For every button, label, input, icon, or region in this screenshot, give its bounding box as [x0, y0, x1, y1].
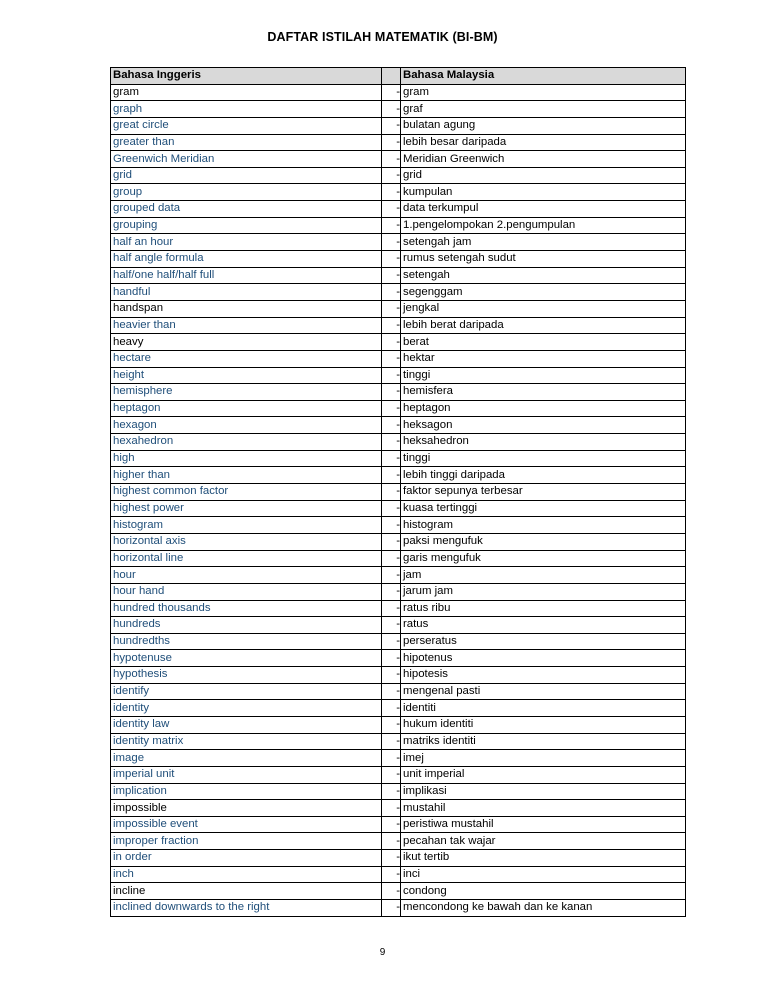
- term-separator: -: [382, 650, 401, 667]
- term-separator: -: [382, 201, 401, 218]
- column-header-malay: Bahasa Malaysia: [401, 68, 686, 85]
- table-row: [111, 101, 686, 118]
- term-separator: -: [382, 633, 401, 650]
- term-english: height: [111, 367, 382, 384]
- term-separator: -: [382, 84, 401, 101]
- table-row: [111, 650, 686, 667]
- term-english: hundred thousands: [111, 600, 382, 617]
- term-malay: kumpulan: [401, 184, 686, 201]
- term-separator: -: [382, 866, 401, 883]
- table-row: [111, 117, 686, 134]
- term-malay: mencondong ke bawah dan ke kanan: [401, 900, 686, 917]
- term-english: hexagon: [111, 417, 382, 434]
- page-title: DAFTAR ISTILAH MATEMATIK (BI-BM): [267, 30, 498, 44]
- term-english: horizontal axis: [111, 533, 382, 550]
- term-english: inclined downwards to the right: [111, 900, 382, 917]
- table-row: [111, 700, 686, 717]
- term-separator: -: [382, 117, 401, 134]
- term-separator: -: [382, 850, 401, 867]
- table-row: [111, 384, 686, 401]
- column-header-separator: [382, 68, 401, 85]
- table-row: [111, 350, 686, 367]
- term-malay: condong: [401, 883, 686, 900]
- term-separator: -: [382, 600, 401, 617]
- table-row: [111, 234, 686, 251]
- term-malay: Meridian Greenwich: [401, 151, 686, 168]
- term-separator: -: [382, 716, 401, 733]
- term-english: heavier than: [111, 317, 382, 334]
- term-separator: -: [382, 367, 401, 384]
- term-separator: -: [382, 484, 401, 501]
- term-malay: lebih tinggi daripada: [401, 467, 686, 484]
- table-row: [111, 766, 686, 783]
- glossary-table: [110, 67, 686, 917]
- term-english: group: [111, 184, 382, 201]
- term-separator: -: [382, 267, 401, 284]
- table-row: [111, 367, 686, 384]
- term-malay: tinggi: [401, 367, 686, 384]
- term-malay: setengah: [401, 267, 686, 284]
- term-separator: -: [382, 667, 401, 684]
- term-malay: ikut tertib: [401, 850, 686, 867]
- table-row: [111, 434, 686, 451]
- term-separator: -: [382, 284, 401, 301]
- term-malay: jarum jam: [401, 583, 686, 600]
- term-english: heptagon: [111, 400, 382, 417]
- term-english: impossible: [111, 800, 382, 817]
- term-malay: mengenal pasti: [401, 683, 686, 700]
- term-malay: lebih berat daripada: [401, 317, 686, 334]
- term-separator: -: [382, 700, 401, 717]
- term-english: incline: [111, 883, 382, 900]
- term-english: image: [111, 750, 382, 767]
- term-malay: hemisfera: [401, 384, 686, 401]
- term-english: greater than: [111, 134, 382, 151]
- term-malay: tinggi: [401, 450, 686, 467]
- term-separator: -: [382, 766, 401, 783]
- term-malay: grid: [401, 167, 686, 184]
- table-row: [111, 633, 686, 650]
- table-row: [111, 317, 686, 334]
- term-english: Greenwich Meridian: [111, 151, 382, 168]
- table-row: [111, 151, 686, 168]
- table-row: [111, 484, 686, 501]
- term-english: great circle: [111, 117, 382, 134]
- table-header-row: [111, 68, 686, 85]
- term-malay: hipotenus: [401, 650, 686, 667]
- table-row: [111, 583, 686, 600]
- term-english: identify: [111, 683, 382, 700]
- term-english: hypotenuse: [111, 650, 382, 667]
- term-malay: pecahan tak wajar: [401, 833, 686, 850]
- term-english: imperial unit: [111, 766, 382, 783]
- term-malay: imej: [401, 750, 686, 767]
- term-english: highest power: [111, 500, 382, 517]
- term-english: histogram: [111, 517, 382, 534]
- term-malay: berat: [401, 334, 686, 351]
- term-english: hundreds: [111, 617, 382, 634]
- term-separator: -: [382, 317, 401, 334]
- term-separator: -: [382, 583, 401, 600]
- term-separator: -: [382, 800, 401, 817]
- table-row: [111, 184, 686, 201]
- term-malay: rumus setengah sudut: [401, 251, 686, 268]
- term-english: grouped data: [111, 201, 382, 218]
- table-row: [111, 800, 686, 817]
- term-english: hemisphere: [111, 384, 382, 401]
- term-separator: -: [382, 384, 401, 401]
- term-malay: kuasa tertinggi: [401, 500, 686, 517]
- term-separator: -: [382, 883, 401, 900]
- term-english: identity law: [111, 716, 382, 733]
- term-english: identity matrix: [111, 733, 382, 750]
- term-english: heavy: [111, 334, 382, 351]
- term-separator: -: [382, 733, 401, 750]
- term-malay: graf: [401, 101, 686, 118]
- term-malay: jam: [401, 567, 686, 584]
- term-separator: -: [382, 434, 401, 451]
- term-separator: -: [382, 500, 401, 517]
- term-malay: gram: [401, 84, 686, 101]
- term-separator: -: [382, 300, 401, 317]
- term-malay: jengkal: [401, 300, 686, 317]
- table-row: [111, 733, 686, 750]
- column-header-english: Bahasa Inggeris: [111, 68, 382, 85]
- term-english: hectare: [111, 350, 382, 367]
- term-malay: unit imperial: [401, 766, 686, 783]
- table-row: [111, 84, 686, 101]
- term-separator: -: [382, 533, 401, 550]
- term-malay: heksagon: [401, 417, 686, 434]
- term-malay: inci: [401, 866, 686, 883]
- term-malay: garis mengufuk: [401, 550, 686, 567]
- table-row: [111, 667, 686, 684]
- term-separator: -: [382, 167, 401, 184]
- term-separator: -: [382, 134, 401, 151]
- term-separator: -: [382, 683, 401, 700]
- term-separator: -: [382, 833, 401, 850]
- term-english: hour: [111, 567, 382, 584]
- table-row: [111, 617, 686, 634]
- table-row: [111, 334, 686, 351]
- term-english: gram: [111, 84, 382, 101]
- term-malay: implikasi: [401, 783, 686, 800]
- term-english: in order: [111, 850, 382, 867]
- term-separator: -: [382, 750, 401, 767]
- term-malay: heksahedron: [401, 434, 686, 451]
- table-row: [111, 251, 686, 268]
- table-row: [111, 217, 686, 234]
- table-row: [111, 467, 686, 484]
- table-row: [111, 417, 686, 434]
- term-separator: -: [382, 783, 401, 800]
- term-malay: 1.pengelompokan 2.pengumpulan: [401, 217, 686, 234]
- table-row: [111, 500, 686, 517]
- term-malay: data terkumpul: [401, 201, 686, 218]
- term-separator: -: [382, 400, 401, 417]
- term-english: half angle formula: [111, 251, 382, 268]
- term-separator: -: [382, 450, 401, 467]
- term-malay: identiti: [401, 700, 686, 717]
- term-english: grouping: [111, 217, 382, 234]
- term-separator: -: [382, 101, 401, 118]
- term-separator: -: [382, 234, 401, 251]
- term-english: handspan: [111, 300, 382, 317]
- term-separator: -: [382, 617, 401, 634]
- term-malay: lebih besar daripada: [401, 134, 686, 151]
- table-row: [111, 600, 686, 617]
- term-malay: mustahil: [401, 800, 686, 817]
- table-row: [111, 450, 686, 467]
- term-english: implication: [111, 783, 382, 800]
- term-separator: -: [382, 151, 401, 168]
- term-separator: -: [382, 217, 401, 234]
- term-english: handful: [111, 284, 382, 301]
- table-row: [111, 750, 686, 767]
- term-separator: -: [382, 816, 401, 833]
- term-malay: hipotesis: [401, 667, 686, 684]
- term-malay: segenggam: [401, 284, 686, 301]
- term-english: hundredths: [111, 633, 382, 650]
- table-body: [111, 84, 686, 916]
- term-english: grid: [111, 167, 382, 184]
- table-row: [111, 400, 686, 417]
- term-malay: heptagon: [401, 400, 686, 417]
- term-english: inch: [111, 866, 382, 883]
- term-english: highest common factor: [111, 484, 382, 501]
- term-english: high: [111, 450, 382, 467]
- term-malay: ratus: [401, 617, 686, 634]
- table-row: [111, 533, 686, 550]
- table-row: [111, 783, 686, 800]
- term-english: graph: [111, 101, 382, 118]
- term-separator: -: [382, 350, 401, 367]
- table-row: [111, 716, 686, 733]
- term-separator: -: [382, 417, 401, 434]
- table-row: [111, 284, 686, 301]
- table-row: [111, 567, 686, 584]
- table-row: [111, 883, 686, 900]
- table-row: [111, 866, 686, 883]
- term-english: improper fraction: [111, 833, 382, 850]
- term-english: higher than: [111, 467, 382, 484]
- term-malay: setengah jam: [401, 234, 686, 251]
- term-english: half/one half/half full: [111, 267, 382, 284]
- term-malay: perseratus: [401, 633, 686, 650]
- term-separator: -: [382, 334, 401, 351]
- term-separator: -: [382, 467, 401, 484]
- term-malay: matriks identiti: [401, 733, 686, 750]
- table-row: [111, 900, 686, 917]
- table-row: [111, 167, 686, 184]
- term-malay: peristiwa mustahil: [401, 816, 686, 833]
- term-malay: bulatan agung: [401, 117, 686, 134]
- table-row: [111, 816, 686, 833]
- term-malay: ratus ribu: [401, 600, 686, 617]
- term-english: horizontal line: [111, 550, 382, 567]
- table-row: [111, 134, 686, 151]
- table-row: [111, 550, 686, 567]
- term-separator: -: [382, 517, 401, 534]
- term-malay: histogram: [401, 517, 686, 534]
- term-malay: paksi mengufuk: [401, 533, 686, 550]
- term-separator: -: [382, 550, 401, 567]
- page-number: 9: [379, 947, 386, 958]
- term-english: hypothesis: [111, 667, 382, 684]
- term-separator: -: [382, 184, 401, 201]
- table-row: [111, 850, 686, 867]
- term-english: half an hour: [111, 234, 382, 251]
- term-english: hexahedron: [111, 434, 382, 451]
- term-separator: -: [382, 900, 401, 917]
- table-row: [111, 833, 686, 850]
- term-malay: faktor sepunya terbesar: [401, 484, 686, 501]
- table-row: [111, 300, 686, 317]
- table-row: [111, 267, 686, 284]
- term-malay: hektar: [401, 350, 686, 367]
- term-malay: hukum identiti: [401, 716, 686, 733]
- term-english: impossible event: [111, 816, 382, 833]
- table-row: [111, 683, 686, 700]
- term-separator: -: [382, 251, 401, 268]
- table-row: [111, 201, 686, 218]
- table-row: [111, 517, 686, 534]
- term-english: identity: [111, 700, 382, 717]
- term-english: hour hand: [111, 583, 382, 600]
- term-separator: -: [382, 567, 401, 584]
